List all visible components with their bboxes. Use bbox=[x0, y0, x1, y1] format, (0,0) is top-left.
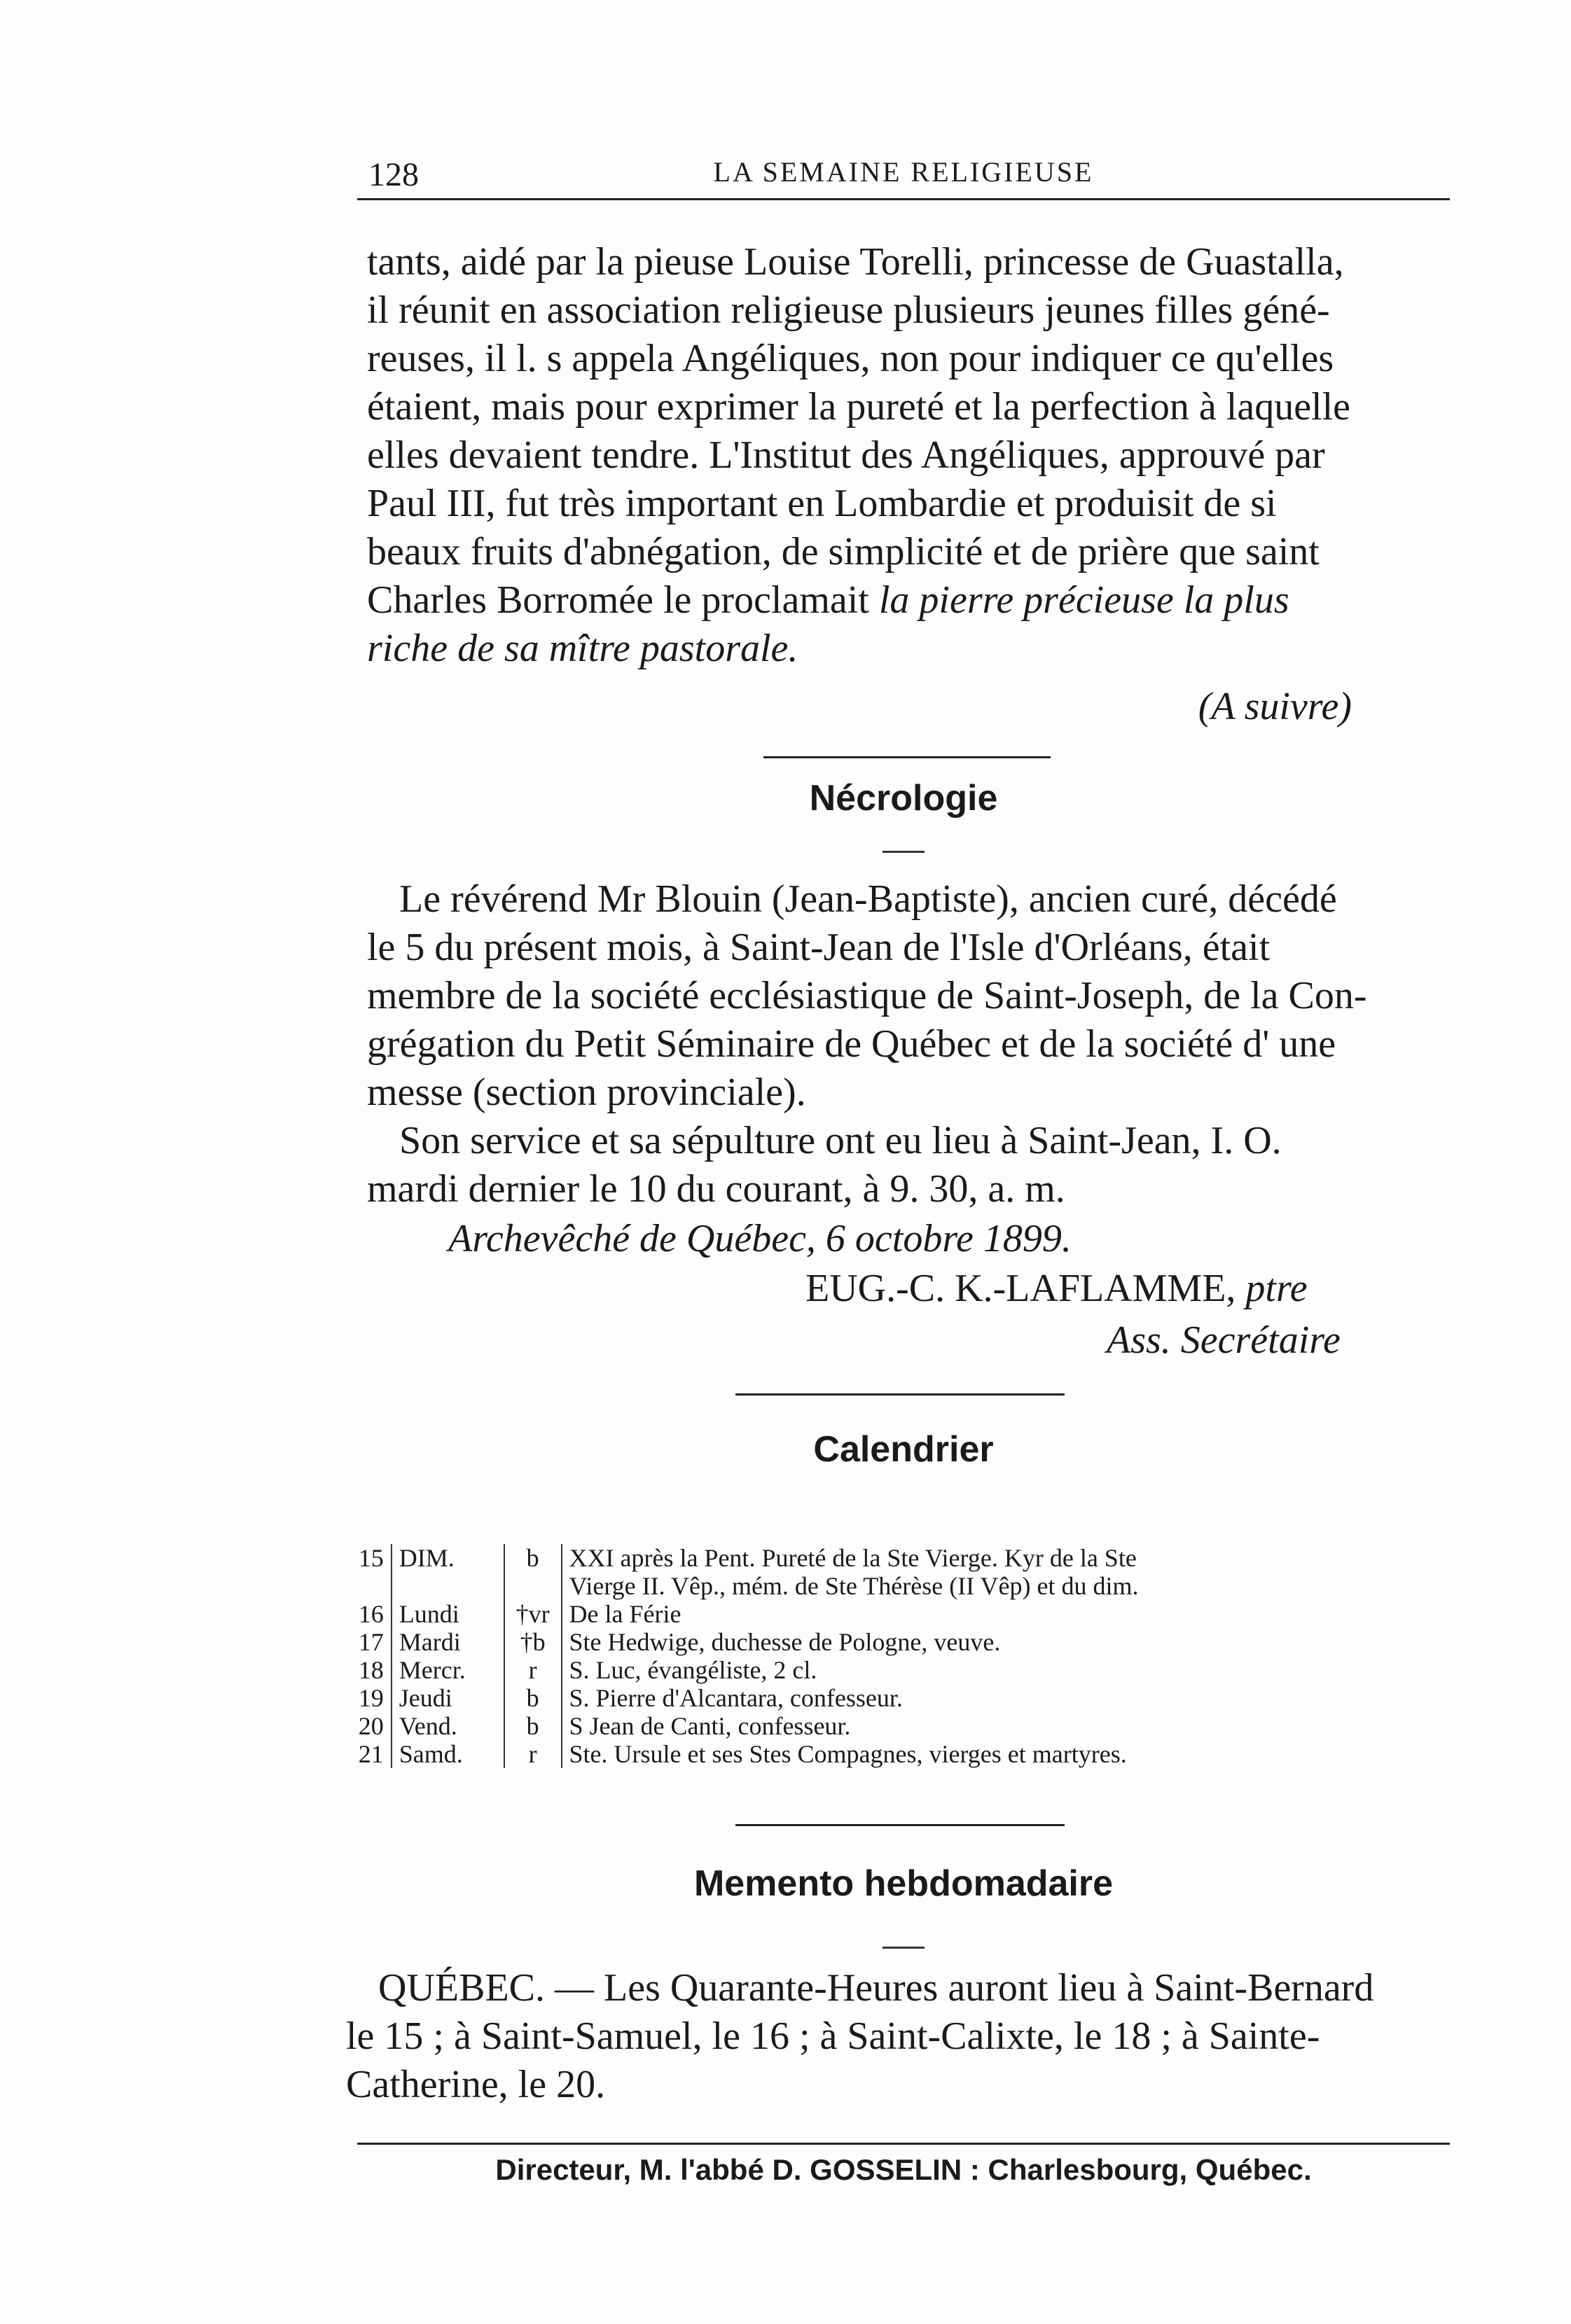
day-cell: 18 bbox=[343, 1656, 392, 1684]
article-line: tants, aidé par la pieuse Louise Torelli, princesse de Guastalla, bbox=[367, 240, 1344, 284]
short-dash bbox=[883, 851, 925, 853]
color-cell: r bbox=[504, 1656, 562, 1684]
necrologie-line: membre de la société ecclésiastique de Saint-Joseph, de la Con- bbox=[367, 974, 1367, 1017]
weekday-cell: Mercr. bbox=[392, 1656, 504, 1684]
memento-line: QUÉBEC. — Les Quarante-Heures auront lieu à Saint-Bernard bbox=[378, 1966, 1374, 2010]
place-date: Archevêché de Québec, 6 octobre 1899. bbox=[448, 1217, 1072, 1260]
weekday-cell: DIM. bbox=[392, 1544, 504, 1572]
article-line: beaux fruits d'abnégation, de simplicité et de prière que saint bbox=[367, 530, 1320, 573]
signature bbox=[805, 1265, 1308, 1313]
memento-line: Catherine, le 20. bbox=[346, 2063, 606, 2106]
calendrier-title: Calendrier bbox=[813, 1429, 994, 1470]
feast-cell: S. Luc, évangéliste, 2 cl. bbox=[569, 1656, 817, 1684]
necrologie-line: mardi dernier le 10 du courant, à 9. 30, a. m. bbox=[367, 1167, 1065, 1211]
signature-name: EUG.-C. K.-LAFLAMME, bbox=[805, 1267, 1236, 1310]
calendar-table bbox=[343, 1544, 1436, 1768]
color-cell: b bbox=[504, 1712, 562, 1740]
table-row bbox=[343, 1656, 1436, 1684]
day-cell: 17 bbox=[343, 1628, 392, 1656]
feast-cell: De la Férie bbox=[569, 1600, 681, 1628]
necrologie-line: messe (section provinciale). bbox=[367, 1071, 806, 1114]
feast-cell: XXI après la Pent. Pureté de la Ste Vierge. Kyr de la Ste bbox=[569, 1544, 1137, 1572]
footer: Directeur, M. l'abbé D. GOSSELIN : Charlesbourg, Québec. bbox=[357, 2143, 1450, 2187]
italic-quote: la pierre précieuse la plus bbox=[878, 578, 1289, 622]
italic-quote-continuation: riche de sa mître pastorale. bbox=[367, 627, 798, 670]
weekday-cell: Lundi bbox=[392, 1600, 504, 1628]
article-line: Paul III, fut très important en Lombardie et produisit de si bbox=[367, 482, 1277, 525]
feast-cell: Ste Hedwige, duchesse de Pologne, veuve. bbox=[569, 1628, 1001, 1656]
running-head bbox=[357, 155, 1450, 200]
color-cell: †vr bbox=[504, 1600, 562, 1628]
short-dash bbox=[883, 1947, 925, 1949]
color-cell: b bbox=[504, 1684, 562, 1712]
article-line-text: Charles Borromée le proclamait bbox=[367, 578, 869, 622]
page-number: 128 bbox=[368, 156, 419, 193]
color-cell: b bbox=[504, 1544, 562, 1572]
table-row bbox=[343, 1712, 1436, 1740]
feast-cell: Ste. Ursule et ses Stes Compagnes, vierges et martyres. bbox=[569, 1740, 1127, 1768]
color-cell bbox=[504, 1572, 562, 1600]
article-line: elles devaient tendre. L'Institut des Angéliques, approuvé par bbox=[367, 433, 1325, 477]
necrologie-title: Nécrologie bbox=[809, 778, 998, 819]
necrologie-line: grégation du Petit Séminaire de Québec et de la société d' une bbox=[367, 1022, 1336, 1066]
article-line: étaient, mais pour exprimer la pureté et la perfection à laquelle bbox=[367, 385, 1351, 429]
table-row bbox=[343, 1600, 1436, 1628]
section-divider bbox=[763, 756, 1051, 758]
memento-line: le 15 ; à Saint-Samuel, le 16 ; à Saint-Calixte, le 18 ; à Sainte- bbox=[346, 2015, 1320, 2058]
signature-suffix: ptre bbox=[1245, 1267, 1308, 1310]
weekday-cell: Vend. bbox=[392, 1712, 504, 1740]
weekday-cell: Mardi bbox=[392, 1628, 504, 1656]
table-row bbox=[343, 1684, 1436, 1712]
day-cell: 19 bbox=[343, 1684, 392, 1712]
to-be-continued: (A suivre) bbox=[1198, 685, 1352, 728]
signature-role: Ass. Secrétaire bbox=[1107, 1318, 1341, 1362]
article-line: reuses, il l. s appela Angéliques, non pour indiquer ce qu'elles bbox=[367, 337, 1334, 380]
day-cell: 21 bbox=[343, 1740, 392, 1768]
feast-cell: S Jean de Canti, confesseur. bbox=[569, 1712, 851, 1740]
color-cell: r bbox=[504, 1740, 562, 1768]
feast-cell: Vierge II. Vêp., mém. de Ste Thérèse (II Vêp) et du dim. bbox=[569, 1572, 1139, 1600]
section-divider bbox=[735, 1824, 1065, 1826]
day-cell: 15 bbox=[343, 1544, 392, 1572]
weekday-cell: Jeudi bbox=[392, 1684, 504, 1712]
table-row bbox=[343, 1740, 1436, 1768]
necrologie-line: Le révérend Mr Blouin (Jean-Baptiste), ancien curé, décédé bbox=[399, 877, 1337, 921]
necrologie-line: Son service et sa sépulture ont eu lieu à Saint-Jean, I. O. bbox=[399, 1119, 1282, 1162]
weekday-cell: Samd. bbox=[392, 1740, 504, 1768]
section-divider bbox=[735, 1393, 1065, 1396]
table-row bbox=[343, 1572, 1436, 1600]
day-cell bbox=[343, 1572, 392, 1600]
color-cell: †b bbox=[504, 1628, 562, 1656]
weekday-cell bbox=[392, 1572, 504, 1600]
feast-cell: S. Pierre d'Alcantara, confesseur. bbox=[569, 1684, 903, 1712]
memento-title: Memento hebdomadaire bbox=[693, 1863, 1114, 1904]
journal-title: LA SEMAINE RELIGIEUSE bbox=[713, 156, 1094, 188]
table-row bbox=[343, 1544, 1436, 1572]
necrologie-line: le 5 du présent mois, à Saint-Jean de l'Isle d'Orléans, était bbox=[367, 926, 1271, 969]
day-cell: 20 bbox=[343, 1712, 392, 1740]
article-line: il réunit en association religieuse plusieurs jeunes filles géné- bbox=[367, 288, 1330, 332]
article-line bbox=[367, 576, 1289, 625]
day-cell: 16 bbox=[343, 1600, 392, 1628]
table-row bbox=[343, 1628, 1436, 1656]
